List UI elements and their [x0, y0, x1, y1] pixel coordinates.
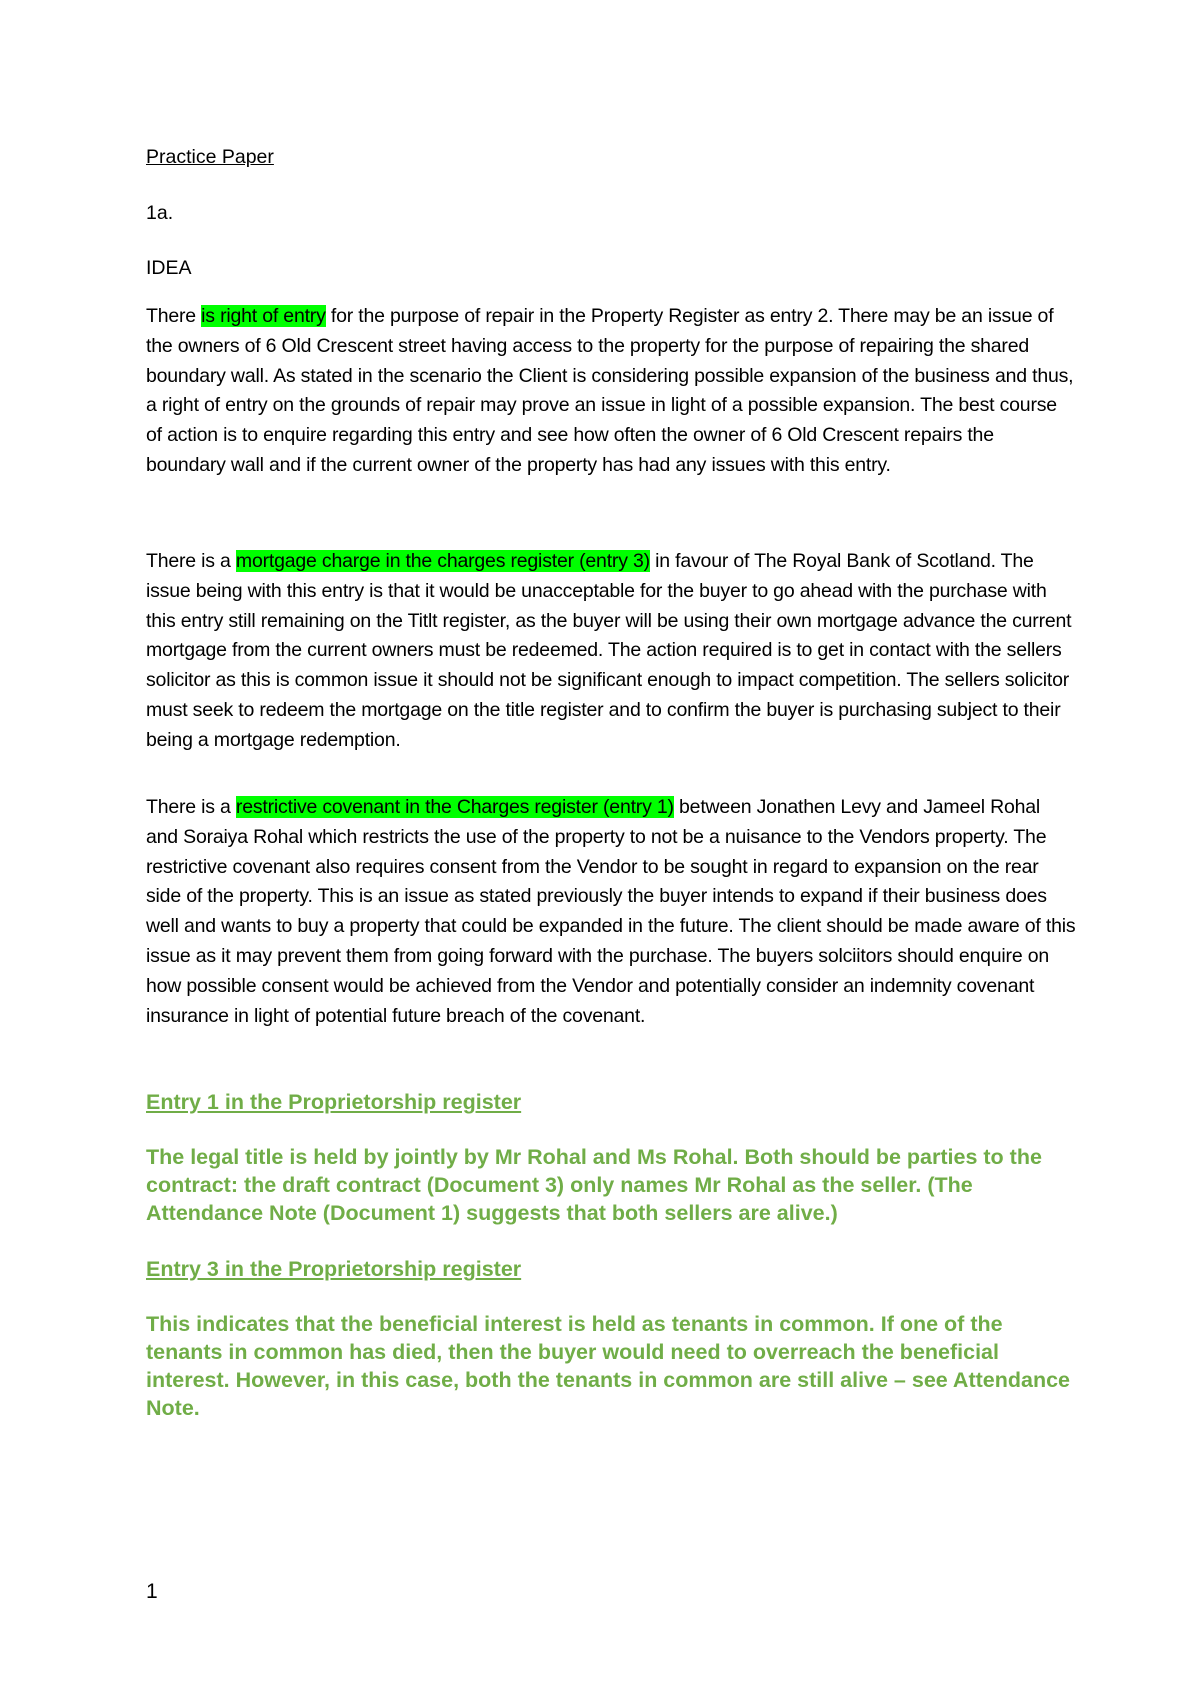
- answer-heading-entry-3: Entry 3 in the Proprietorship register: [146, 1257, 522, 1281]
- highlighted-phrase: restrictive covenant in the Charges register (entry 1): [235, 796, 674, 818]
- paragraph-body: for the purpose of repair in the Property Register as entry 2. There may be an issue of the owners of 6 Old Crescent street having access to the property for the purpose of repairing the shared boundary wall. As stated in the scenario the Client is considering possible expansion of the business and thus, a right of entry on the grounds of repair may prove an issue in light of a possible expansion. The best course of action is to enquire regarding this entry and see how often the owner of 6 Old Crescent repairs the boundary wall and if the current owner of the property has had any issues with this entry.: [146, 305, 1074, 476]
- question-number: 1a.: [146, 202, 174, 224]
- paragraph-body: between Jonathen Levy and Jameel Rohal and Soraiya Rohal which restricts the use of the property to not be a nuisance to the Vendors property. The restrictive covenant also requires consent from the Vendor to be sought in regard to expansion on the rear side of the property. This is an issue as stated previously the buyer intends to expand if their business does well and wants to buy a property that could be expanded in the future. The client should be made aware of this issue as it may prevent them from going forward with the purchase. The buyers solciitors should enquire on how possible consent would be achieved from the Vendor and potentially consider an indemnity covenant insurance in light of potential future breach of the covenant.: [146, 796, 1076, 1027]
- paragraph-lead: There is a: [146, 796, 236, 818]
- paragraph-mortgage-charge: [146, 547, 1076, 756]
- paragraph-lead: There is a: [146, 550, 236, 572]
- paragraph-body: in favour of The Royal Bank of Scotland. The issue being with this entry is that it would be unacceptable for the buyer to go ahead with the purchase with this entry still remaining on the Titlt register, as the buyer will be using their own mortgage advance the current mortgage from the current owners must be redeemed. The action required is to get in contact with the sellers solicitor as this is common issue it should not be significant enough to impact competition. The sellers solicitor must seek to redeem the mortgage on the title register and to confirm the buyer is purchasing subject to their being a mortgage redemption.: [146, 550, 1072, 751]
- answer-text-entry-3: This indicates that the beneficial interest is held as tenants in common. If one of the tenants in common has died, then the buyer would need to overreach the beneficial interest. However, in this case, both the tenants in common are still alive – see Attendance Note.: [146, 1312, 1070, 1420]
- answer-text-entry-1: The legal title is held by jointly by Mr Rohal and Ms Rohal. Both should be parties to the contract: the draft contract (Document 3) only names Mr Rohal as the seller. (The Attendance Note (Document 1) suggests that both sellers are alive.): [146, 1145, 1042, 1225]
- highlighted-phrase: mortgage charge in the charges register (entry 3): [235, 550, 650, 572]
- paragraph-lead: There: [146, 305, 202, 327]
- page-number: 1: [146, 1580, 158, 1603]
- highlighted-phrase: is right of entry: [201, 305, 326, 327]
- idea-label: IDEA: [146, 257, 192, 279]
- page-title: Practice Paper: [146, 146, 274, 168]
- answer-heading-entry-1: Entry 1 in the Proprietorship register: [146, 1090, 522, 1114]
- paragraph-right-of-entry: [146, 302, 1076, 481]
- paragraph-restrictive-covenant: [146, 793, 1076, 1031]
